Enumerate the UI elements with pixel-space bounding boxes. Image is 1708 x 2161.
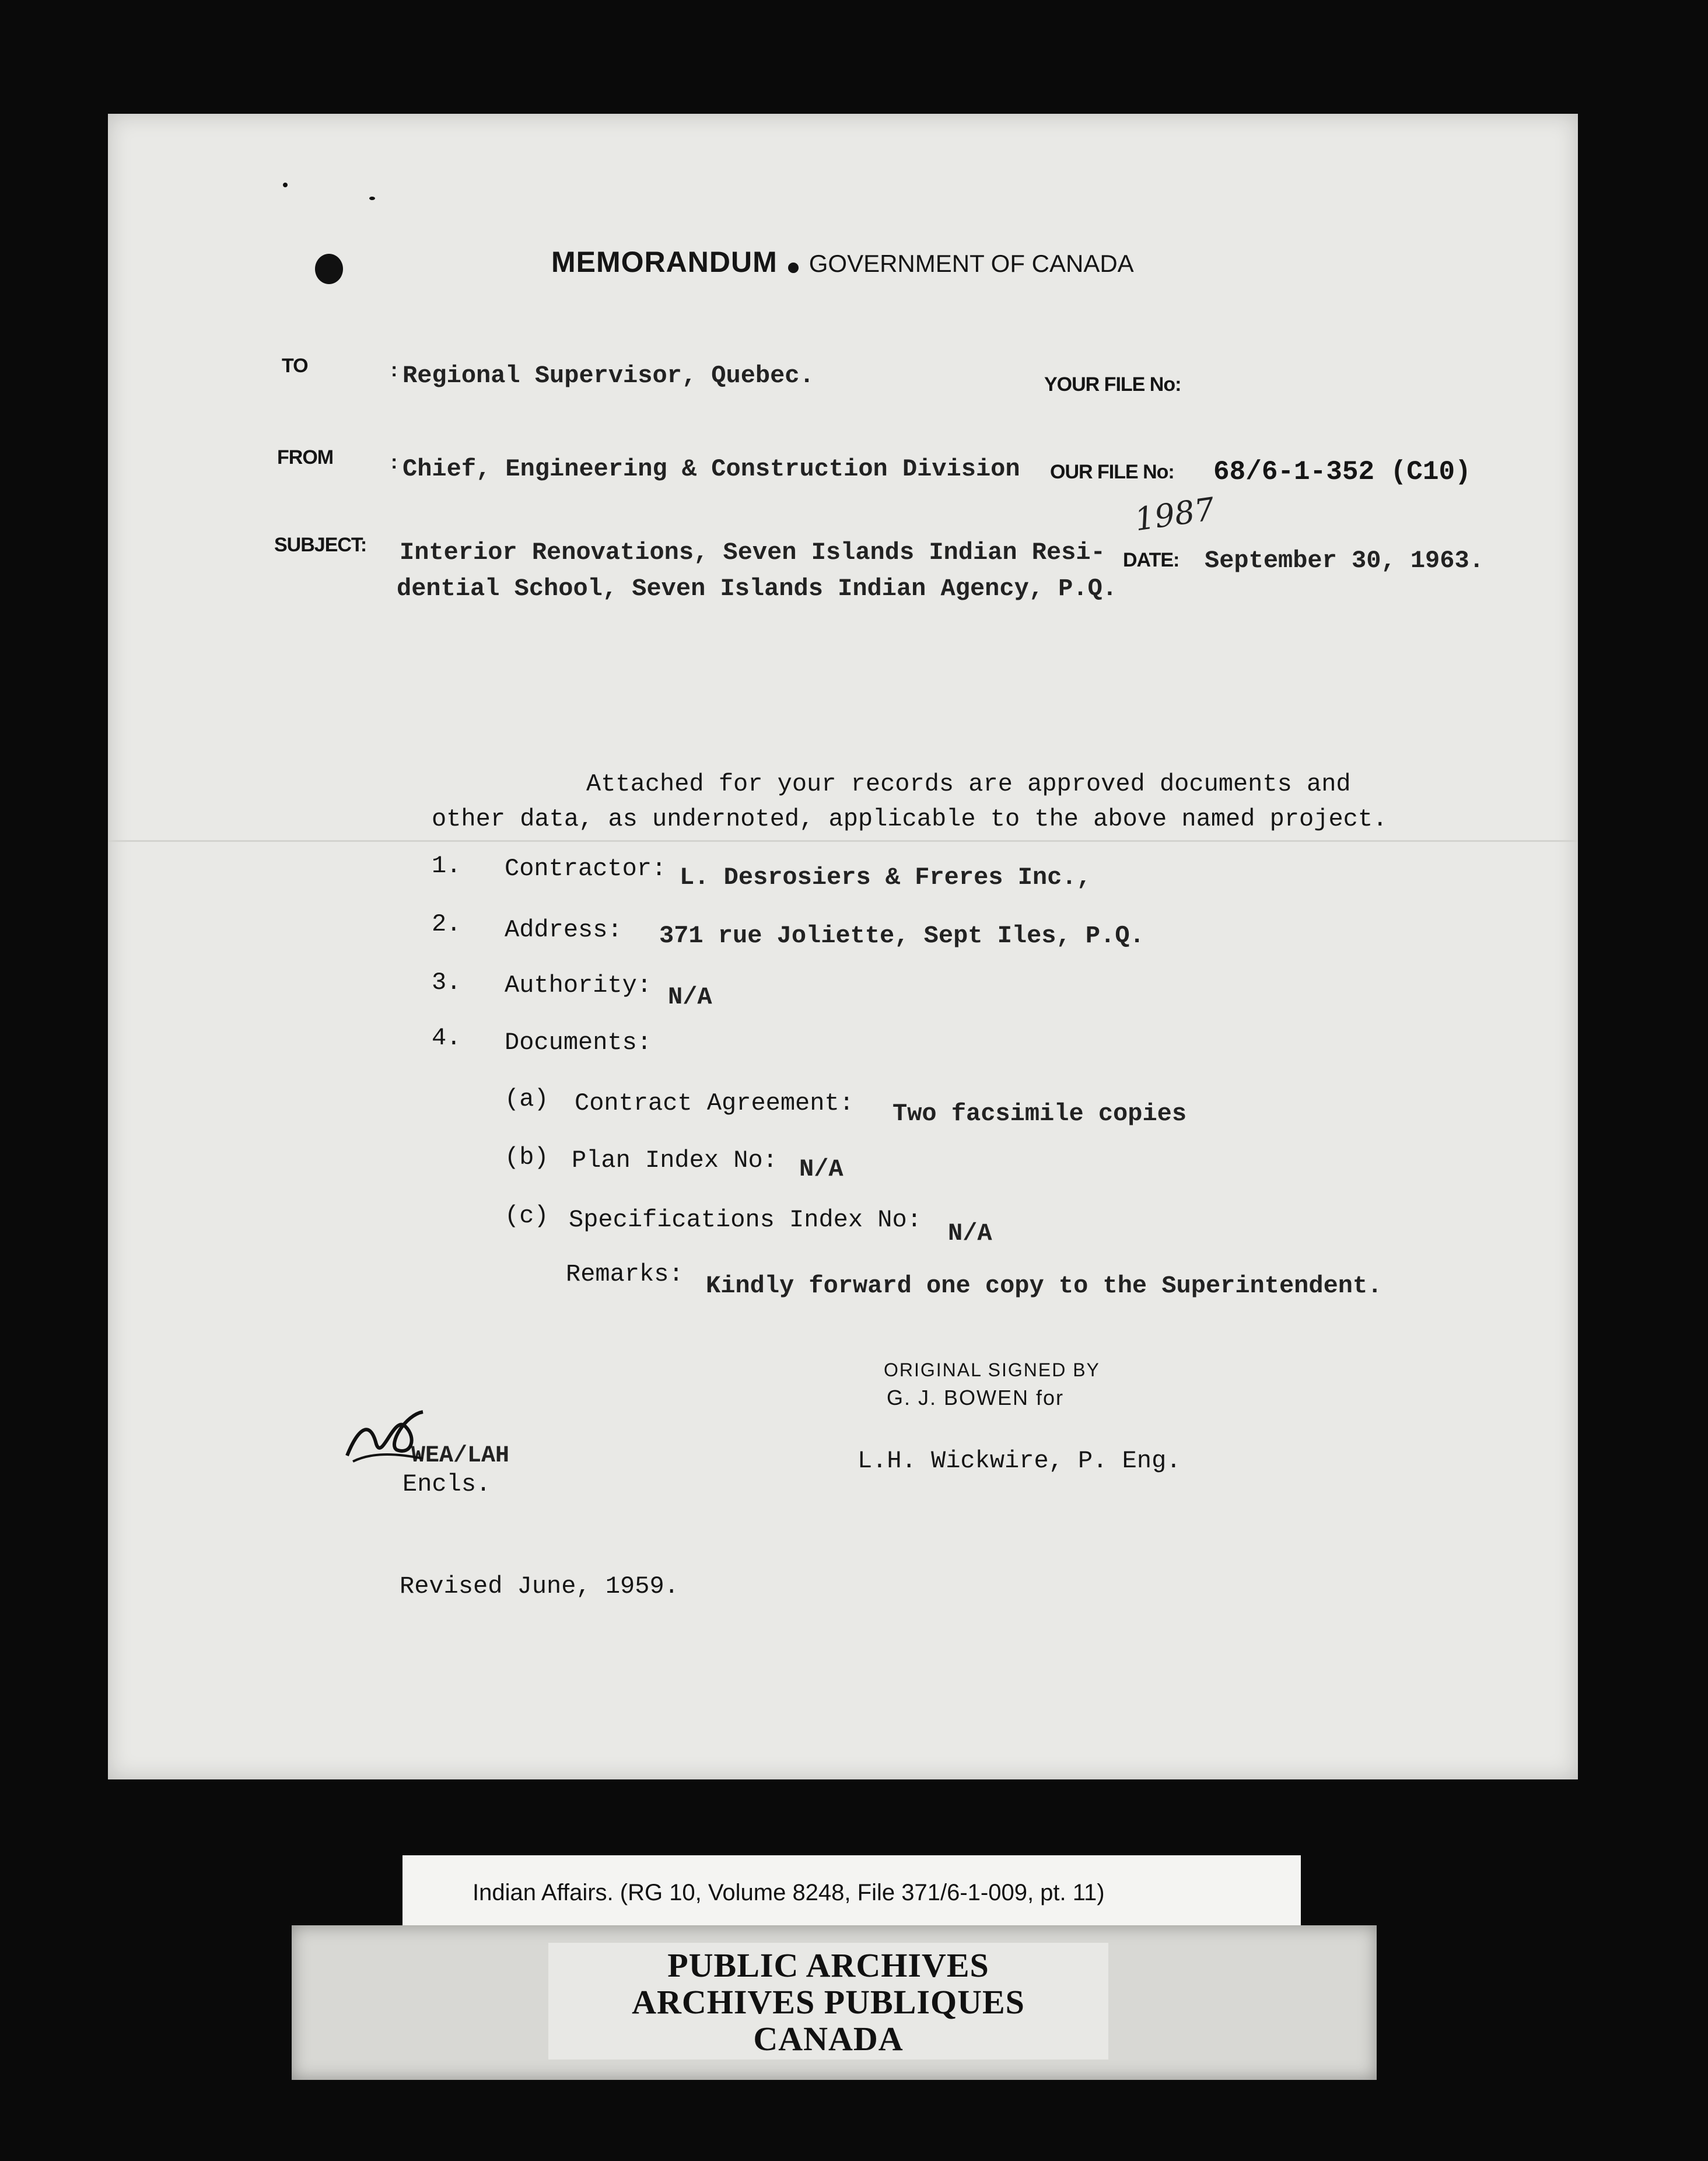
item-1-label: Contractor: <box>505 855 667 883</box>
our-file-label: OUR FILE No: <box>1050 461 1174 483</box>
from-label: FROM <box>277 446 334 468</box>
signer-name: G. J. BOWEN for <box>887 1386 1065 1410</box>
date-label: DATE: <box>1123 549 1180 571</box>
intro-line-1: Attached for your records are approved documents and <box>586 770 1351 798</box>
memorandum-page <box>108 114 1578 1779</box>
handwritten-file-number: 1987 <box>1132 490 1217 538</box>
item-1-value: L. Desrosiers & Freres Inc., <box>680 863 1091 891</box>
doc-c-letter: (c) <box>505 1202 549 1230</box>
item-2-label: Address: <box>505 916 622 944</box>
memo-title: MEMORANDUM <box>551 246 778 278</box>
item-4-label: Documents: <box>505 1029 652 1057</box>
intro-line-2: other data, as undernoted, applicable to the above named project. <box>432 805 1388 833</box>
memo-header <box>551 245 1134 279</box>
your-file-label: YOUR FILE No: <box>1044 373 1181 396</box>
to-label: TO <box>282 355 308 377</box>
fold-line <box>108 840 1578 842</box>
subject-label: SUBJECT: <box>274 534 367 556</box>
archive-stamp <box>292 1925 1377 2080</box>
speck <box>283 183 288 187</box>
archive-caption-text: Indian Affairs. (RG 10, Volume 8248, File 371/6-1-009, pt. 11) <box>473 1880 1105 1905</box>
doc-a-value: Two facsimile copies <box>892 1100 1187 1128</box>
doc-a-letter: (a) <box>505 1085 549 1113</box>
original-signed-label: ORIGINAL SIGNED BY <box>884 1359 1100 1380</box>
item-1-number: 1. <box>432 852 461 880</box>
bullet-icon <box>788 263 799 273</box>
ink-blot <box>315 254 343 284</box>
handwritten-signature <box>341 1403 429 1467</box>
subject-line-1: Interior Renovations, Seven Islands Indian Resi- <box>400 538 1105 567</box>
stamp-line-archives-publiques: ARCHIVES PUBLIQUES <box>632 1983 1025 2021</box>
speck <box>369 197 375 200</box>
item-2-number: 2. <box>432 910 461 938</box>
date-value: September 30, 1963. <box>1205 547 1484 575</box>
item-3-number: 3. <box>432 968 461 996</box>
item-4-number: 4. <box>432 1024 461 1052</box>
doc-b-letter: (b) <box>505 1144 549 1172</box>
revised-note: Revised June, 1959. <box>400 1572 679 1600</box>
archive-caption-strip <box>402 1855 1301 1931</box>
doc-b-value: N/A <box>799 1155 844 1183</box>
doc-b-label: Plan Index No: <box>572 1146 778 1174</box>
government-name: GOVERNMENT OF CANADA <box>808 250 1134 277</box>
item-3-label: Authority: <box>505 971 652 999</box>
stamp-line-public-archives: PUBLIC ARCHIVES <box>667 1946 989 1984</box>
doc-c-label: Specifications Index No: <box>569 1206 922 1234</box>
encls-label: Encls. <box>402 1470 491 1498</box>
to-value: Regional Supervisor, Quebec. <box>402 362 814 390</box>
remarks-label: Remarks: <box>566 1260 684 1288</box>
from-value: Chief, Engineering & Construction Division <box>402 455 1020 483</box>
to-colon: : <box>391 359 397 381</box>
initials: WEA/LAH <box>411 1443 510 1469</box>
remarks-value: Kindly forward one copy to the Superintendent. <box>706 1272 1382 1300</box>
archive-stamp-label <box>548 1943 1108 2059</box>
stamp-line-canada: CANADA <box>753 2020 904 2058</box>
doc-c-value: N/A <box>948 1219 992 1247</box>
from-colon: : <box>391 451 397 473</box>
item-2-value: 371 rue Joliette, Sept Iles, P.Q. <box>659 922 1144 950</box>
subject-line-2: dential School, Seven Islands Indian Agency, P.Q. <box>397 575 1118 603</box>
doc-a-label: Contract Agreement: <box>575 1089 854 1117</box>
our-file-value: 68/6-1-352 (C10) <box>1213 457 1471 487</box>
item-3-value: N/A <box>668 983 712 1011</box>
wickwire-name: L.H. Wickwire, P. Eng. <box>858 1447 1181 1475</box>
